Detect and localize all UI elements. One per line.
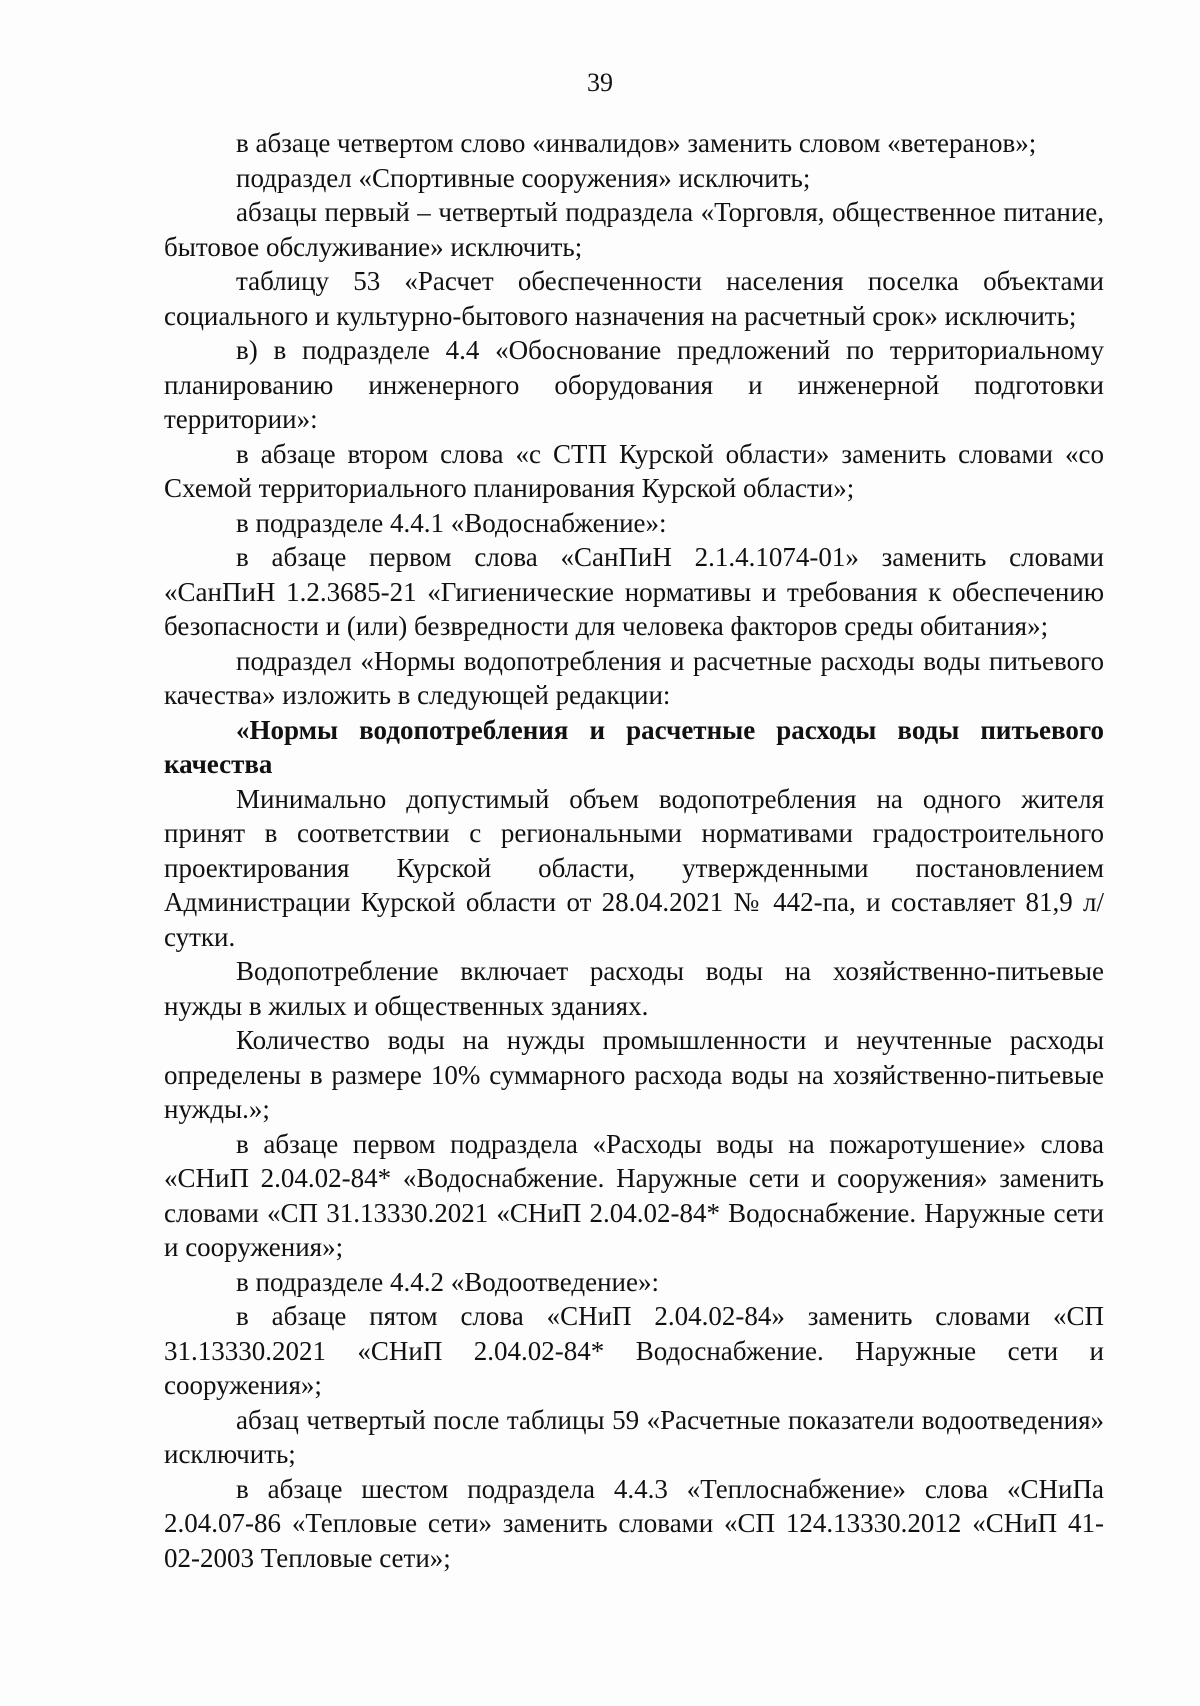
paragraph: подраздел «Нормы водопотребления и расчетные расходы воды питьевого качества» изложить в следующей редакции: [164, 645, 1104, 710]
paragraph: в подразделе 4.4.2 «Водоотведение»: [236, 1266, 659, 1297]
paragraph: в абзаце первом слова «СанПиН 2.1.4.1074-01» заменить словами «СанПиН 1.2.3685-21 «Гигиенические нормативы и требования к обеспечению безопасности и (или) безвредности для человека факторов среды обитания»; [164, 542, 1104, 641]
document-body [164, 126, 1104, 1575]
paragraph: таблицу 53 «Расчет обеспеченности населения поселка объектами социального и культурно-бытового назначения на расчетный срок» исключить; [164, 266, 1104, 331]
paragraph: Минимально допустимый объем водопотребления на одного жителя принят в соответствии с региональными нормативами градостроительного проектирования Курской области, утвержденными постановлением Администрации Курской области от 28.04.2021 № 442-па, и составляет 81,9 л/сутки. [164, 783, 1104, 952]
paragraph: в абзаце шестом подраздела 4.4.3 «Теплоснабжение» слова «СНиПа 2.04.07-86 «Тепловые сети» заменить словами «СП 124.13330.2012 «СНиП 41-02-2003 Тепловые сети»; [164, 1473, 1104, 1573]
paragraph: в абзаце пятом слова «СНиП 2.04.02-84» заменить словами «СП 31.13330.2021 «СНиП 2.04.02-84* Водоснабжение. Наружные сети и сооружения»; [164, 1301, 1104, 1400]
page-number: 39 [587, 68, 613, 97]
paragraph: в) в подразделе 4.4 «Обоснование предложений по территориальному планированию инженерного оборудования и инженерной подготовки территории»: [164, 335, 1104, 434]
section-heading: «Нормы водопотребления и расчетные расходы воды питьевого качества [164, 714, 1104, 779]
paragraph: в абзаце четвертом слово «инвалидов» заменить словом «ветеранов»; [236, 128, 1037, 158]
paragraph: подраздел «Спортивные сооружения» исключить; [236, 162, 811, 193]
paragraph: абзац четвертый после таблицы 59 «Расчетные показатели водоотведения» исключить; [164, 1404, 1104, 1469]
paragraph: в абзаце втором слова «с СТП Курской области» заменить словами «со Схемой территориального планирования Курской области»; [164, 438, 1104, 503]
paragraph: Количество воды на нужды промышленности и неучтенные расходы определены в размере 10% суммарного расхода воды на хозяйственно-питьевые нужды.»; [164, 1025, 1104, 1124]
paragraph: в абзаце первом подраздела «Расходы воды на пожаротушение» слова «СНиП 2.04.02-84* «Водоснабжение. Наружные сети и сооружения» заменить словами «СП 31.13330.2021 «СНиП 2.04.02-84* Водоснабжение. Наружные сети и сооружения»; [164, 1128, 1104, 1262]
paragraph: абзацы первый – четвертый подраздела «Торговля, общественное питание, бытовое обслуживание» исключить; [164, 197, 1104, 262]
paragraph: Водопотребление включает расходы воды на хозяйственно-питьевые нужды в жилых и общественных зданиях. [164, 956, 1104, 1021]
paragraph: в подразделе 4.4.1 «Водоснабжение»: [236, 507, 667, 538]
